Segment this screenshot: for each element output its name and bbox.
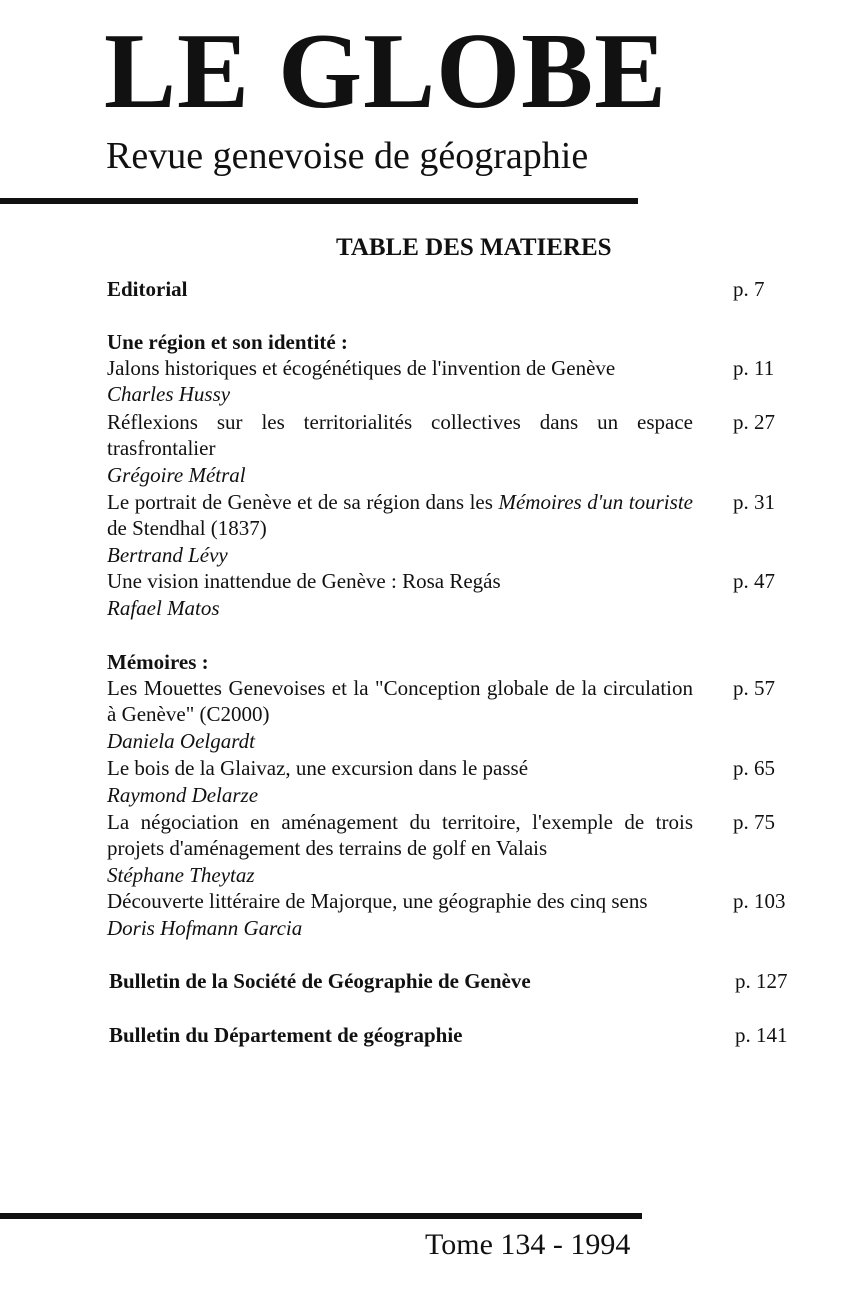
toc-entry-bulletin-societe <box>109 968 799 994</box>
entry-page: p. 103 <box>733 889 786 913</box>
entry-title-part: de Stendhal (1837) <box>107 516 267 540</box>
entry-title: Réflexions sur les territorialités collectives dans un espace trasfrontalier <box>107 410 693 460</box>
entry-page: p. 57 <box>733 676 775 700</box>
entry-title: Bulletin de la Société de Géographie de Genève <box>109 969 531 993</box>
entry-author: Bertrand Lévy <box>107 543 228 567</box>
entry-title: Jalons historiques et écogénétiques de l'invention de Genève <box>107 356 616 380</box>
entry-author: Doris Hofmann Garcia <box>107 916 303 940</box>
toc-entry <box>107 755 797 781</box>
entry-page: p. 27 <box>733 410 775 434</box>
entry-title: Découverte littéraire de Majorque, une géographie des cinq sens <box>107 889 648 913</box>
toc-entry <box>107 888 797 914</box>
entry-page: p. 141 <box>735 1023 788 1047</box>
toc-entry <box>107 675 797 727</box>
entry-page: p. 65 <box>733 756 775 780</box>
entry-author: Raymond Delarze <box>107 783 259 807</box>
bottom-divider <box>0 1213 642 1219</box>
toc-entry <box>107 568 797 594</box>
entry-title: Les Mouettes Genevoises et la "Conception globale de la circulation à Genève" (C2000) <box>107 676 693 726</box>
entry-title: Editorial <box>107 277 188 301</box>
entry-author: Rafael Matos <box>107 596 220 620</box>
top-divider <box>0 198 638 204</box>
entry-author: Charles Hussy <box>107 382 231 406</box>
journal-subtitle: Revue genevoise de géographie <box>106 135 589 177</box>
entry-page: p. 75 <box>733 810 775 834</box>
toc-entry <box>107 409 797 461</box>
entry-title: Bulletin du Département de géographie <box>109 1023 463 1047</box>
entry-page: p. 7 <box>733 277 765 301</box>
entry-title: Une vision inattendue de Genève : Rosa Regás <box>107 569 501 593</box>
toc-heading: TABLE DES MATIERES <box>336 234 612 261</box>
entry-author: Daniela Oelgardt <box>107 729 255 753</box>
entry-title: La négociation en aménagement du territoire, l'exemple de trois projets d'aménagement des terrains de golf en Valais <box>107 810 693 860</box>
journal-title: LE GLOBE <box>104 12 668 131</box>
volume-info: Tome 134 - 1994 <box>425 1228 631 1261</box>
entry-page: p. 47 <box>733 569 775 593</box>
toc-entry-bulletin-departement <box>109 1022 799 1048</box>
section-heading-memoires: Mémoires : <box>107 650 209 674</box>
toc-entry-editorial <box>107 276 797 302</box>
toc-entry <box>107 355 797 381</box>
entry-page: p. 11 <box>733 356 775 380</box>
section-heading-region: Une région et son identité : <box>107 330 348 354</box>
toc-entry <box>107 809 797 861</box>
entry-title <box>107 489 693 541</box>
entry-author: Grégoire Métral <box>107 463 246 487</box>
entry-title-italic: Mémoires d'un touriste <box>498 490 693 514</box>
entry-title-part: Le portrait de Genève et de sa région dans les <box>107 490 499 514</box>
entry-author: Stéphane Theytaz <box>107 863 255 887</box>
entry-page: p. 127 <box>735 969 788 993</box>
entry-page: p. 31 <box>733 490 775 514</box>
toc-entry <box>107 489 797 541</box>
entry-title: Le bois de la Glaivaz, une excursion dans le passé <box>107 756 529 780</box>
